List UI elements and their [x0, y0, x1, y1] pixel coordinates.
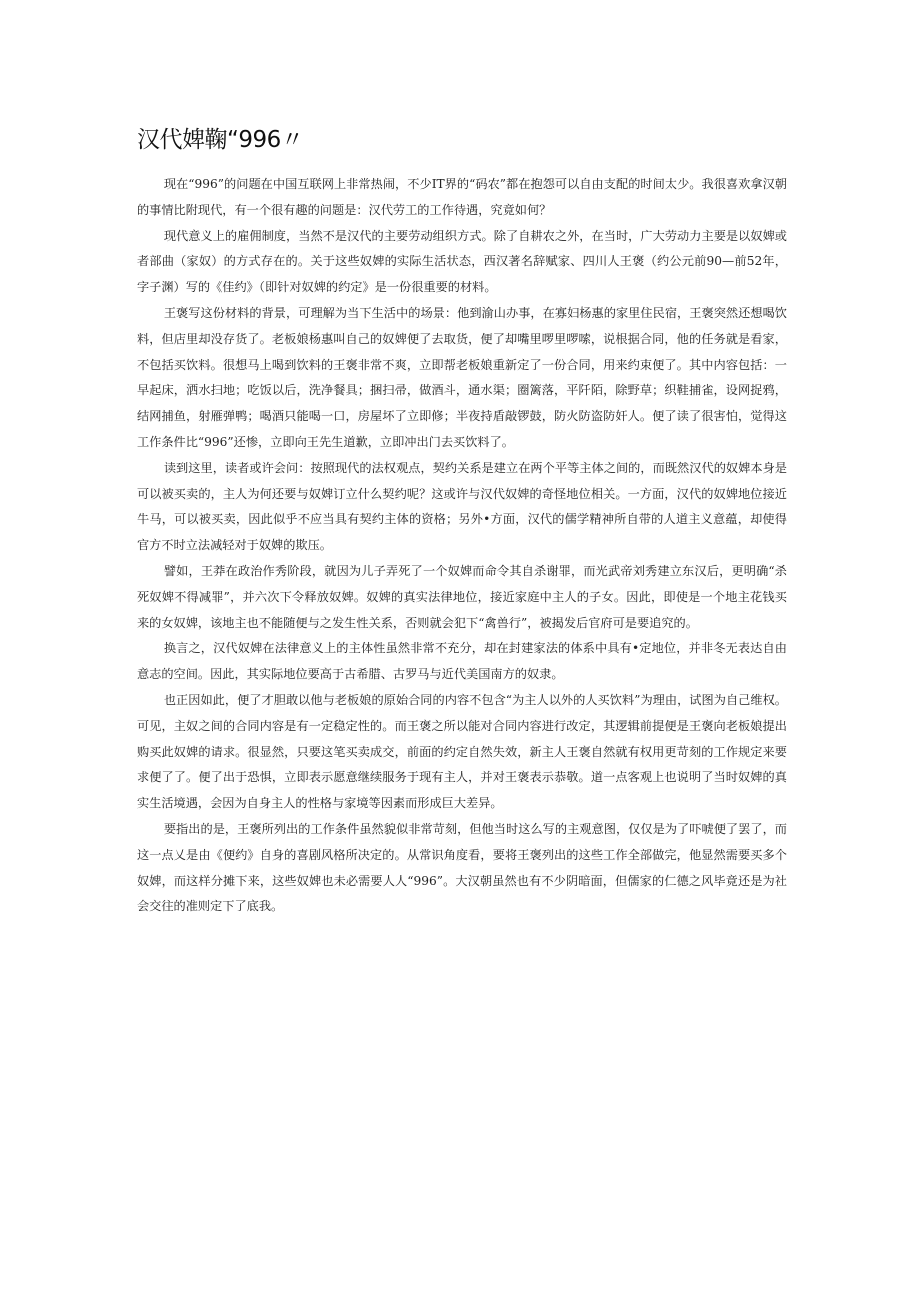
paragraph-4: 读到这里，读者或许会问：按照现代的法权观点，契约关系是建立在两个平等主体之间的，而既然汉代的奴婢本身是可以被买卖的，主人为何还要与奴婢订立什么契约呢？这或许与汉代奴婢的奇怪地位相关。一方面，汉代的奴婢地位接近牛马，可以被买卖，因此似乎不应当具有契约主体的资格；另外•方面，汉代的儒学精神所自带的人道主义意蕴，却使得官方不时立法减轻对于奴婢的欺压。	[137, 460, 787, 553]
paragraph-7: 也正因如此，便了才胆敢以他与老板娘的原始合同的内容不包含“为主人以外的人买饮料”为理由，试图为自己维权。可见，主奴之间的合同内容是有一定稳定性的。而王褒之所以能对合同内容进行改定，其逻辑前提便是王褒向老板娘提出购买此奴婢的请求。很显然，只要这笔买卖成交，前面的约定自然失效，新主人王褒自然就有权用更苛刻的工作规定来要求便了了。便了出于恐惧，立即表示愿意继续服务于现有主人，并对王褒表示恭敬。道一点客观上也说明了当时奴婢的真实生活境遇，会因为自身主人的性格与家境等因素而形成巨大差异。	[137, 692, 787, 811]
paragraph-3: 王褒写这份材料的背景，可理解为当下生活中的场景：他到渝山办事，在寡妇杨惠的家里住民宿，王褒突然还想喝饮料，但店里却没存货了。老板娘杨惠叫自己的奴婢便了去取货，便了却嘴里啰里啰嗦，说根据合同，他的任务就是看家，不包括买饮料。很想马上喝到饮料的王褒非常不爽，立即帮老板娘重新定了一份合同，用来约束便了。其中内容包括：一早起床，洒水扫地；吃饭以后，洗净餐具；捆扫帚，做酒斗，通水渠；圈篱落，平阡陌，除野草；织鞋捕雀，设网捉鸦，结网捕鱼，射雁弹鸭；喝酒只能喝一口，房屋坏了立即修；半夜持盾敲锣鼓，防火防盗防奸人。便了读了很害怕，觉得这工作条件比“996”还惨，立即向王先生道歉，立即冲出门去买饮料了。	[137, 305, 787, 449]
paragraph-1: 现在“996”的问题在中国互联网上非常热闹，不少IT界的“码农”都在抱怨可以自由支配的时间太少。我很喜欢拿汉朝的事情比附现代，有一个很有趣的问题是：汉代劳工的工作待遇，究竟如何？	[137, 177, 787, 217]
paragraph-2: 现代意义上的雇佣制度，当然不是汉代的主要劳动组织方式。除了自耕农之外，在当时，广大劳动力主要是以奴婢或者部曲（家奴）的方式存在的。关于这些奴婢的实际生活状态，西汉著名辞赋家、四川人王褒（约公元前90—前52年，字子渊）写的《佳约》（即针对奴婢的约定》是一份很重要的材料。	[137, 228, 787, 295]
document-page	[137, 120, 787, 920]
paragraph-5: 譬如，王莽在政治作秀阶段，就因为儿子弄死了一个奴婢而命令其自杀谢罪，而光武帝刘秀建立东汉后，更明确“杀死奴婢不得减罪”，并六次下令释放奴婢。奴婢的真实法律地位，接近家庭中主人的子女。因此，即使是一个地主花钱买来的女奴婢，该地主也不能随便与之发生性关系，否则就会犯下“禽兽行”，被揭发后官府可是要追究的。	[137, 563, 787, 630]
paragraph-6: 换言之，汉代奴婢在法律意义上的主体性虽然非常不充分，却在封建家法的体系中具有•定地位，并非冬无表达自由意志的空间。因此，其实际地位要高于古希腊、古罗马与近代美国南方的奴隶。	[137, 641, 787, 682]
paragraph-8: 要指出的是，王褒所列出的工作条件虽然貌似非常苛刻，但他当时这么写的主观意图，仅仅是为了吓唬便了罢了，而这一点乂是由《便约》自身的喜剧风格所决定的。从常识角度看，要将王褒列出的这些工作全部做完，他显然需要买多个奴婢，而这样分摊下来，这些奴婢也未必需要人人“996”。大汉朝虽然也有不少阴暗面，但儒家的仁德之风毕竟还是为社会交往的准则定下了底我。	[137, 821, 787, 914]
document-title: 汉代婢鞠“996〃	[137, 127, 304, 153]
